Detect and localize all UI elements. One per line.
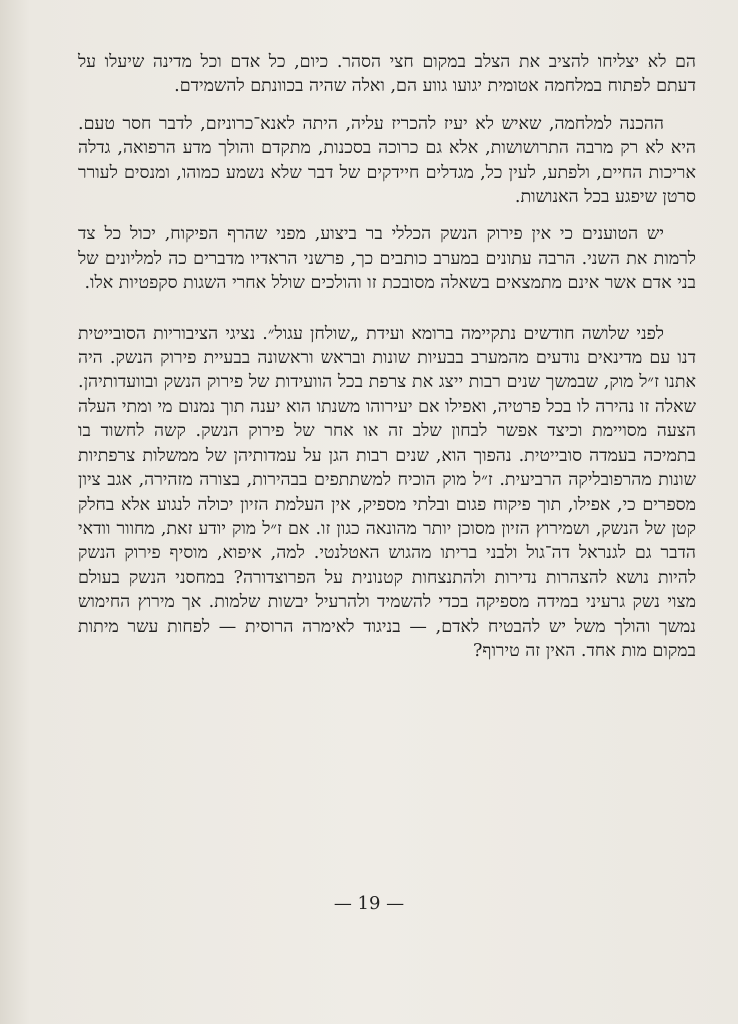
paragraph-3: יש הטוענים כי אין פירוק הנשק הכללי בר ביצוע, מפני שהרף הפיקוח, יכול כל צד לרמות את השני. הרבה עתונים במערב כותבים כך, פרשני הראדיו מדברים כה למליונים של בני אדם אשר אינם מתמצאים בשאלה מסובכת זו והולכים שולל אחרי השגות סקפטיות אלו. xyxy=(78,224,696,294)
paragraph-4: לפני שלושה חודשים נתקיימה ברומא ועידת „שולחן עגול״. נציגי הציבוריות הסובייטית דנו עם מדינאים נודעים מהמערב בבעיות שונות ובראש וראשונה בבעיית פירוק הנשק. היה אתנו ז״ל מוק, שבמשך שנים רבות ייצג את צרפת בכל הוועידות של פירוק הנשק ובוועדותיהן. שאלה זו נהירה לו בכל פרטיה, ואפילו אם יעירוהו משנתו הוא יענה תוך נמנום מי ומתי העלה הצעה מסויימת וכיצד אפשר לבחון שלב זה או אחר של פירוק הנשק. קשה לחשוד בו בתמיכה בעמדה סובייטית. נהפוך הוא, שנים רבות הגן על עמדותיהן של ממשלות צרפתיות שונות מהרפובליקה הרביעית. ז״ל מוק הוכיח למשתתפים בבהירות, בצורה מזהירה, אגב ציון מספרים כי, אפילו, תוך פיקוח פגום ובלתי מספיק, אין העלמת הזיון יכולה לנגוע אלא בחלק קטן של הנשק, ושמירוץ הזיון מסוכן יותר מהונאה כגון זו. אם ז״ל מוק יודע זאת, מחוור וודאי הדבר גם לגנראל דה־גול ולבני בריתו מהגוש האטלנטי. למה, איפוא, מוסיף פירוק הנשק להיות נושא להצהרות נדירות ולהתנצחות קטנונית על הפרוצדורה? במחסני הנשק בעולם מצוי נשק גרעיני במידה מספיקה בכדי להשמיד ולהרעיל יבשות שלמות. אך מירוץ החימוש נמשך והולך משל יש להבטיח לאדם, — בניגוד לאימרה הרוסית — לפחות עשר מיתות במקום מות אחד. האין זה טירוף? xyxy=(78,323,696,661)
page-number: — 19 — xyxy=(333,893,405,914)
page-body-text xyxy=(78,50,696,663)
paragraph-1: הם לא יצליחו להציב את הצלב במקום חצי הסהר. כיום, כל אדם וכל מדינה שיעלו על דעתם לפתוח במלחמה אטומית יגועו גווע הם, ואלה שהיה בכוונתם להשמידם. xyxy=(78,52,696,97)
paragraph-2: ההכנה למלחמה, שאיש לא יעיז להכריז עליה, היתה לאנא־כרוניזם, לדבר חסר טעם. היא לא רק מרבה התרושושות, אלא גם כרוכה בסכנות, מתקדם והולך מדע הרפואה, גדלה אריכות החיים, ולפתע, לעין כל, מגדלים חיידקים של דבר שלא נשמע כמוהו, ומנסים לעורר סרטן שיפגע בכל האנושות. xyxy=(78,113,696,208)
